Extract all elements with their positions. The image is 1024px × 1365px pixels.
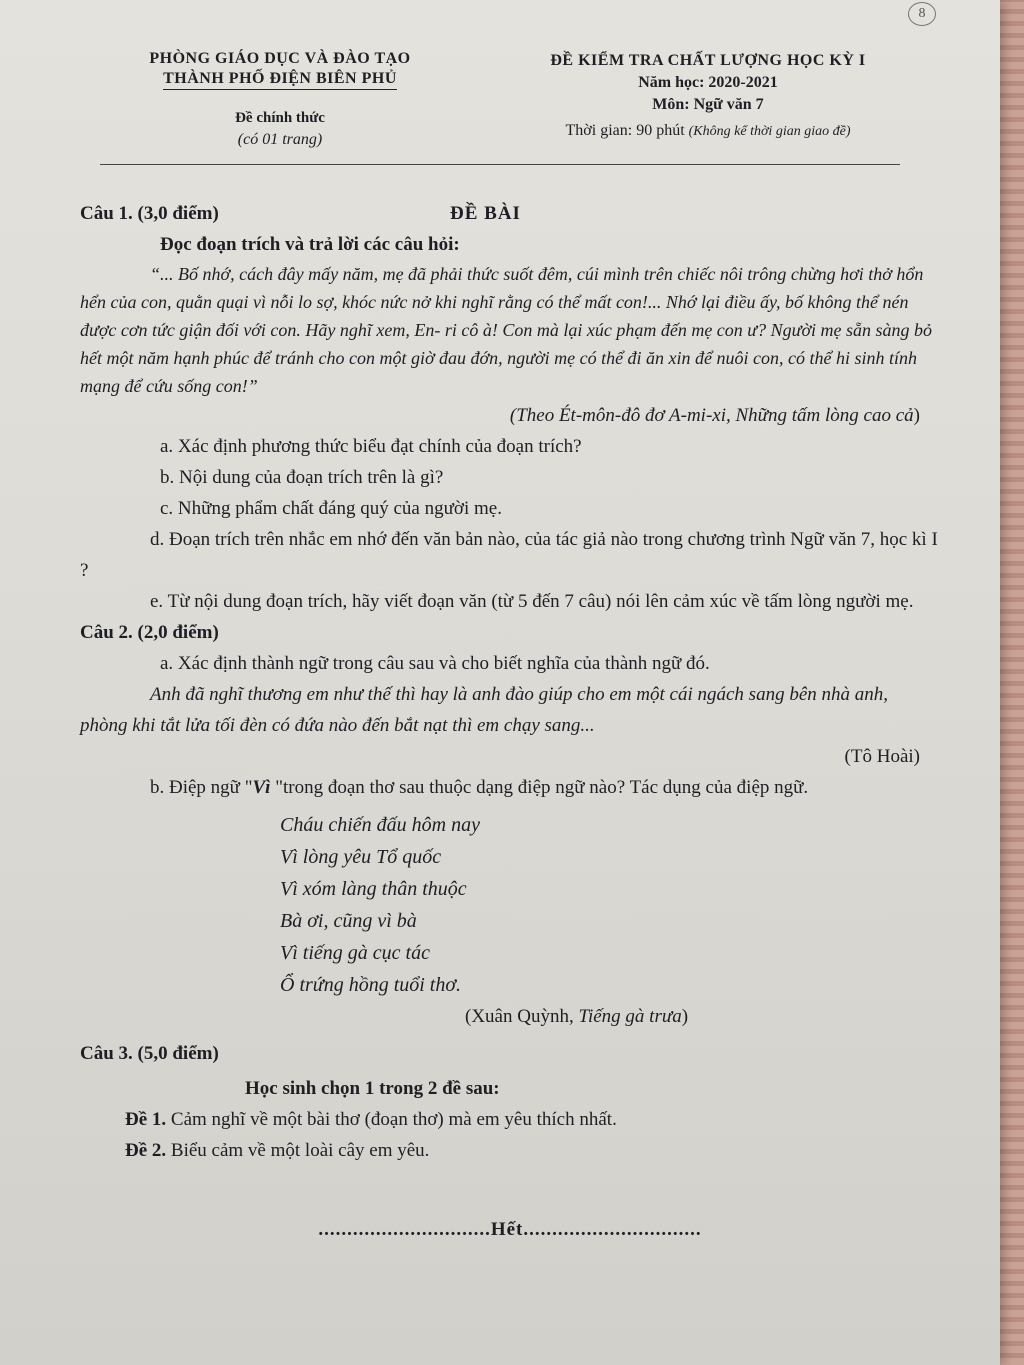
end-marker: ..............................Hết............................... [318,1219,702,1240]
school-year: Năm học: 2020-2021 [638,74,778,91]
poem-line: Vì xóm làng thân thuộc [280,878,467,900]
poem-line: Ổ trứng hồng tuổi thơ. [280,974,462,996]
header-right [488,52,928,140]
question-1-title: Câu 1. (3,0 điểm) [80,203,219,224]
question-1a: a. Xác định phương thức biểu đạt chính của đoạn trích? [160,436,582,457]
question-1-source [80,400,940,431]
question-3-title: Câu 3. (5,0 điểm) [80,1043,219,1064]
question-1b: b. Nội dung của đoạn trích trên là gì? [160,467,444,488]
question-2b [80,772,940,803]
poem-source-work: Tiếng gà trưa [578,1006,682,1027]
subject: Môn: Ngữ văn 7 [652,96,764,113]
question-2b-rest: "trong đoạn thơ sau thuộc dạng điệp ngữ nào? Tác dụng của điệp ngữ. [270,777,809,798]
poem-source [80,1001,940,1032]
topic-1-label: Đề 1. [125,1109,167,1130]
header-left [100,50,460,149]
page-count: (có 01 trang) [237,131,323,148]
poem [80,809,940,1001]
corner-mark: 8 [908,2,936,26]
poem-line: Cháu chiến đấu hôm nay [280,814,480,836]
topic-2-label: Đề 2. [125,1140,167,1161]
source-prefix: (Theo Ét-môn-đô đơ A-mi-xi, [509,405,736,426]
exam-title: ĐỀ KIỂM TRA CHẤT LƯỢNG HỌC KỲ I [550,52,866,69]
question-2a-quote: Anh đã nghĩ thương em như thế thì hay là anh đào giúp cho em một cái ngách sang bên nhà anh, phòng khi tắt lửa tối đèn có đứa nào đến bắt nạt thì em chạy sang... [80,684,889,736]
question-2-title: Câu 2. (2,0 điểm) [80,622,219,643]
poem-line: Bà ơi, cũng vì bà [280,910,417,932]
topic-1 [80,1104,940,1135]
question-2a: a. Xác định thành ngữ trong câu sau và cho biết nghĩa của thành ngữ đó. [160,653,710,674]
question-1c: c. Những phẩm chất đáng quý của người mẹ. [160,498,502,519]
poem-line: Vì lòng yêu Tổ quốc [280,846,442,868]
poem-line: Vì tiếng gà cục tác [280,942,430,964]
header-divider [100,164,900,165]
question-2b-prefix: b. Điệp ngữ " [150,777,253,798]
topic-2-text: Biểu cảm về một loài cây em yêu. [166,1140,430,1161]
department-name: PHÒNG GIÁO DỤC VÀ ĐÀO TẠO [149,50,411,67]
topic-2 [80,1135,940,1166]
official-label: Đề chính thức [235,110,325,126]
topic-1-text: Cảm nghĩ về một bài thơ (đoạn thơ) mà em yêu thích nhất. [166,1109,617,1130]
poem-source-prefix: (Xuân Quỳnh, [465,1006,579,1027]
exam-content [80,198,940,1245]
question-1-quote: “... Bố nhớ, cách đây mấy năm, mẹ đã phải thức suốt đêm, cúi mình trên chiếc nôi trông chừng hơi thở hổn hển của con, quằn quại vì nỗi lo sợ, khóc nức nở khi nghĩ rằng có thể mất con!... Nhớ lại điều ấy, bố không thể nén được cơn tức giận đối với con. Hãy nghĩ xem, En- ri cô à! Con mà lại xúc phạm đến mẹ con ư? Người mẹ sẵn sàng bỏ hết một năm hạnh phúc để tránh cho con một giờ đau đớn, người mẹ có thể đi ăn xin để nuôi con, có thể hi sinh tính mạng để cứu sống con!” [80,264,933,396]
question-2a-source: (Tô Hoài) [844,746,920,767]
exam-heading: ĐỀ BÀI [450,203,521,224]
time-limit [488,122,928,140]
source-work: Những tấm lòng cao cả [735,405,914,426]
question-1-instruction: Đọc đoạn trích và trả lời các câu hỏi: [160,234,460,255]
time-text: Thời gian: 90 phút [565,122,685,139]
question-2b-word: Vì [252,777,271,798]
time-note: (Không kể thời gian giao đề) [688,124,851,139]
question-1d: d. Đoạn trích trên nhắc em nhớ đến văn bản nào, của tác giả nào trong chương trình Ngữ văn 7, học kì I ? [80,529,938,581]
poem-source-suffix: ) [681,1006,689,1027]
question-1-header [80,198,940,229]
source-suffix: ) [913,405,920,426]
question-1e: e. Từ nội dung đoạn trích, hãy viết đoạn văn (từ 5 đến 7 câu) nói lên cảm xúc về tấm lòng người mẹ. [150,591,914,612]
city-name: THÀNH PHỐ ĐIỆN BIÊN PHỦ [163,70,397,90]
question-3-instruction: Học sinh chọn 1 trong 2 đề sau: [245,1078,500,1099]
